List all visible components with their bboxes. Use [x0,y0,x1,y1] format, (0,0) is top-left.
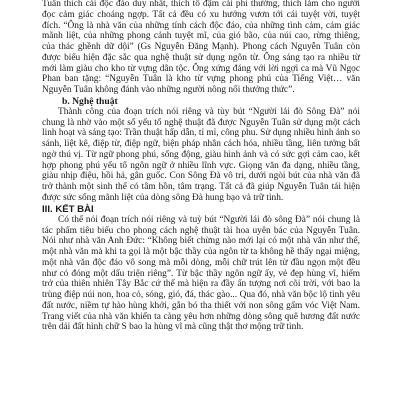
essay-text [42,0,360,333]
paragraph-art: Thành công của đoạn trích nói riêng và tùy bút “Người lái đò Sông Đà” nói chung là nhờ vào một số yếu tố nghệ thuật đã được Nguyễn Tuân sử dụng một cách linh hoạt và sáng tạo: Trần thuật hấp dẫn, tỉ mỉ, công phu. Sử dụng nhiều hình ảnh so sánh, liệt kê, điệp từ, điệp ngữ, biện pháp nhân cách hóa, nhiều tầng, liên tưởng bất ngờ thú vị. Từ ngữ phong phú, sống động, giàu hình ảnh và có sức gợi cảm cao, kết hợp phong phú yếu tố ngôn ngữ ở nhiều lĩnh vực. Giọng văn đa dạng, nhiều tầng, giàu nhịp điệu, hồi hả, gân guốc. Con Sông Đà vô tri, dưới ngòi bút của nhà văn đã trở thành một sinh thể có tâm hồn, tâm trạng. Tất cả đã giúp Nguyễn Tuân tái hiện được sức sống mãnh liệt của dòng sông Đà hung bạo và trữ tình. [42,106,360,203]
heading-art: b. Nghệ thuật [62,95,118,107]
paragraph-style-continuation: Tuân thích cái độc đáo duy nhất, thích tô đậm cái phi thường, thích làm cho người đọc cảm giác choáng ngợp. Tất cả đều có xu hướng vươn tới cái tuyệt vời, tuyệt đích. “Ông là nhà văn của những tính cách độc đáo, của những tình cảm, cảm giác mãnh liệt, của những phong cảnh tuyệt mĩ, của gió bão, của núi cao, rừng thiêng, của thác ghềnh dữ dội” (Gs Nguyễn Đăng Mạnh). Phong cách Nguyễn Tuân còn được biểu hiện đặc sắc qua nghệ thuật sử dụng ngôn từ. Ông sáng tạo ra nhiều từ mới làm giàu cho kho từ vựng dân tộc. Ông xứng đáng với lời ngợi ca mà Vũ Ngọc Phan ban tặng: “Nguyễn Tuân là kho từ vựng phong phú của Tiếng Việt… văn Nguyễn Tuân không đánh vào những người nông nổi thưởng thức”. [42,0,360,95]
paragraph-conclusion: Có thể nói đoạn trích nói riêng và tuỳ bút “Người lái đò sông Đà” nói chung là tác phẩm tiêu biểu cho phong cách nghệ thuật tài hoa uyên bác của Nguyễn Tuân. Nói như nhà văn Anh Đức: “Không biết chừng nào mới lại có một nhà văn như thế, một nhà văn mà khi ta gọi là một bậc thầy của ngôn từ ta không hề thấy ngại miệng, một nhà văn độc đáo vô song mà mỗi dòng, mỗi chữ trút lên từ đầu ngọn một đều như có đóng một dấu triện riêng”. Từ bậc thầy ngôn ngữ ấy, vẻ đẹp hùng vĩ, hiểm trở của thiên nhiên Tây Bắc cứ thế mà hiện ra đầy ấn tượng nơi cõi trời, với bao la trùng điệp núi non, hoa cỏ, sóng, gió, đá, thác gào... Qua đó, nhà văn bộc lộ tình yêu đất nước, niềm tự hào hùng khởi, gắn bó tha thiết với non sông gấm vóc Việt Nam. Trang viết của nhà văn khiến ta càng yêu hơn những dòng sông quê hương đất nước trên dải đất hình chữ S bao la hùng vĩ mà cũng thật thơ mộng trữ tình. [42,214,360,333]
heading-conclusion: III. KẾT BÀI [42,203,94,215]
